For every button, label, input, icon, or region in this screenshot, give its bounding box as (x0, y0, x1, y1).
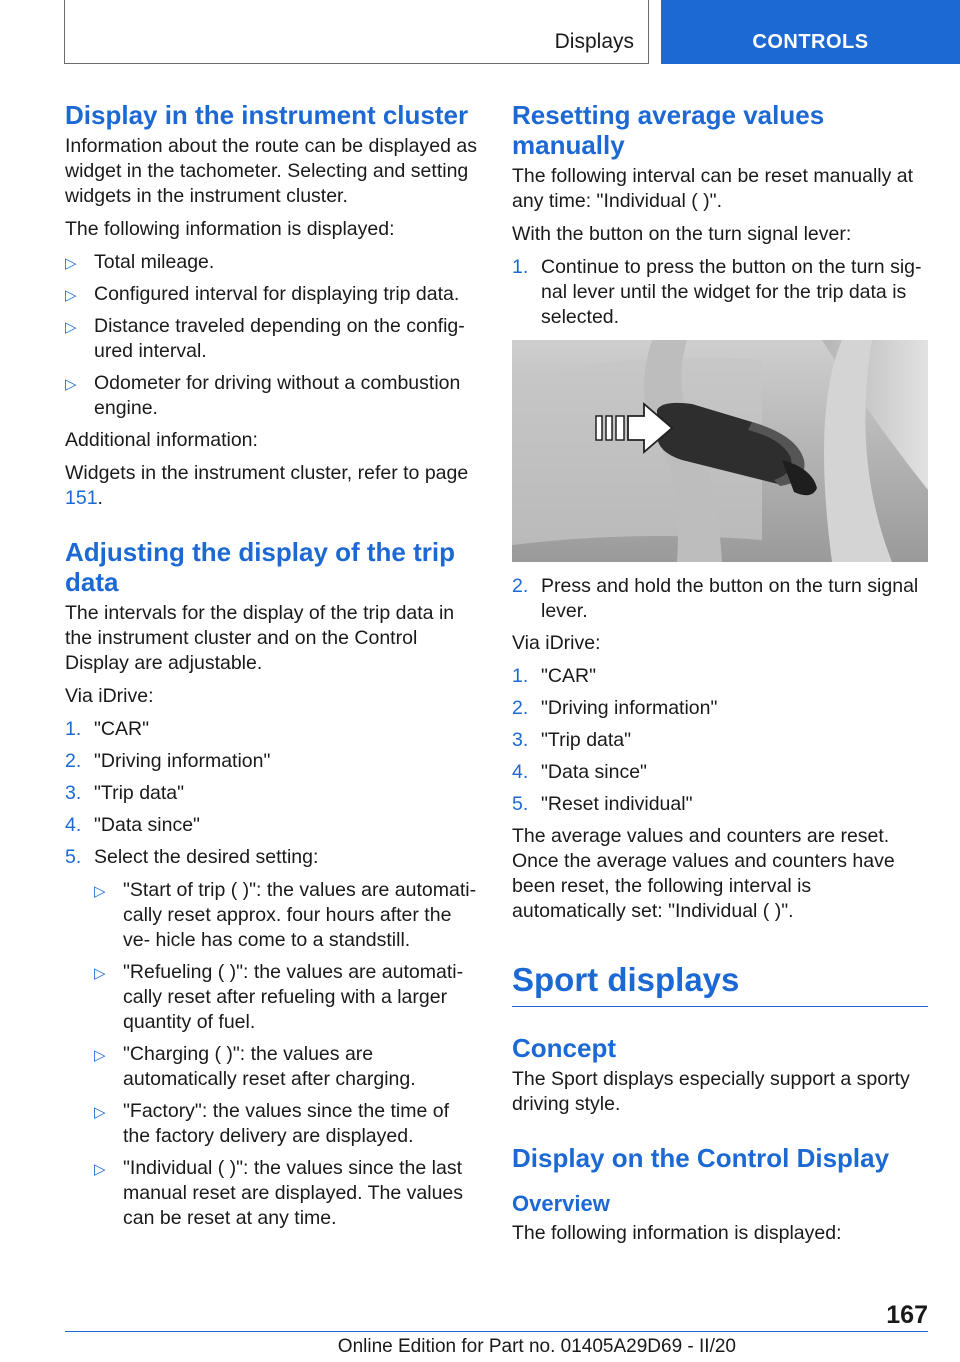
paragraph: The following interval can be reset manually at any time: "Individual ( )". (512, 165, 914, 212)
paragraph: Additional information: (65, 429, 258, 451)
list-item: 1. "CAR" (512, 665, 597, 687)
triangle-right-icon: ▷ (94, 1104, 106, 1121)
right-column (512, 100, 928, 1254)
paragraph-reference: Widgets in the instrument cluster, refer to page 151. (65, 462, 469, 509)
footer-edition: Online Edition for Part no. 01405A29D69 - II/20 (337, 1336, 736, 1357)
list-item: ▷ "Refueling ( )": the values are automati‐ cally reset after refueling with a larger quantity of fuel. (94, 961, 464, 1033)
header-section-title: Displays (554, 30, 634, 53)
triangle-right-icon: ▷ (65, 319, 77, 336)
turn-signal-lever-button-illustration (512, 340, 928, 562)
paragraph: Via iDrive: (65, 685, 154, 707)
heading-display-control-display: Display on the Control Display (512, 1143, 890, 1173)
left-column (65, 100, 480, 1238)
footer-divider (65, 1331, 928, 1332)
list-item: 1. Continue to press the button on the turn sig‐ nal lever until the widget for the trip data is selected. (512, 256, 922, 328)
triangle-right-icon: ▷ (94, 965, 106, 982)
paragraph: With the button on the turn signal lever: (512, 223, 852, 245)
triangle-right-icon: ▷ (94, 1047, 106, 1064)
list-item: ▷ Total mileage. (65, 250, 480, 275)
page-reference-link[interactable]: 151 (65, 487, 98, 509)
triangle-right-icon: ▷ (65, 255, 77, 272)
heading-adjusting-trip-data: Adjusting the display of the trip data (65, 537, 455, 597)
heading-resetting-average-values: Resetting average values manually (512, 100, 825, 160)
list-item: 2. "Driving information" (65, 750, 271, 772)
heading-concept: Concept (512, 1033, 616, 1063)
lever-steps-list (512, 255, 928, 330)
list-item: ▷ "Start of trip ( )": the values are automati‐ cally reset approx. four hours after the ve‐ hicle has come to a standstill. (94, 879, 477, 951)
paragraph: The following information is displayed: (65, 218, 395, 240)
header-box (64, 0, 649, 64)
heading-overview: Overview (512, 1191, 610, 1216)
heading-sport-displays: Sport displays (512, 960, 928, 1007)
triangle-right-icon: ▷ (65, 287, 77, 304)
lever-steps-list-continued (512, 574, 928, 624)
list-item: 5. Select the desired setting: ▷ "Start of trip ( )": the values are automati‐ cally reset approx. four hours after the ve‐ hicle has come to a standstill. ▷ "Refueling ( )": the values are automati‐ cally reset after refueling with a larger quantity of fuel. ▷ "Charging ( )": the values are automatically reset after charging. ▷ "Factory": the values since the time of the factory delivery are displayed. ▷ "Individual ( )": the values since the last manual reset are displayed. The values can be reset at any time. (65, 845, 480, 1231)
reset-steps-list (512, 664, 928, 817)
info-bullet-list (65, 250, 480, 421)
paragraph: The intervals for the display of the trip data in the instrument cluster and on the Control Display are adjustable. (65, 602, 455, 674)
list-item: 2. Press and hold the button on the turn signal lever. (512, 575, 919, 622)
paragraph: Information about the route can be displayed as widget in the tachometer. Selecting and setting widgets in the instrument cluster. (65, 135, 477, 207)
list-item: 1. "CAR" (65, 718, 150, 740)
list-item: ▷ "Charging ( )": the values are automatically reset after charging. (94, 1043, 416, 1090)
list-item: ▷ Distance traveled depending on the config‐ ured interval. (65, 315, 465, 362)
triangle-right-icon: ▷ (94, 1161, 106, 1178)
triangle-right-icon: ▷ (65, 376, 77, 393)
triangle-right-icon: ▷ (94, 883, 106, 900)
header-chapter-tab[interactable]: CONTROLS (661, 0, 960, 64)
paragraph: The following information is displayed: (512, 1222, 842, 1244)
paragraph: Via iDrive: (512, 632, 601, 654)
list-item: ▷ "Factory": the values since the time of the factory delivery are displayed. (94, 1100, 449, 1147)
paragraph: The average values and counters are reset. Once the average values and counters have been reset, the following interval is automatically set: "Individual ( )". (512, 825, 895, 922)
page-number: 167 (886, 1301, 928, 1329)
list-item: ▷ "Individual ( )": the values since the last manual reset are displayed. The values can be reset at any time. (94, 1157, 464, 1229)
heading-display-instrument-cluster: Display in the instrument cluster (65, 100, 469, 130)
settings-sub-list (94, 878, 480, 1231)
list-item: ▷ Configured interval for displaying trip data. (65, 282, 480, 307)
list-item: 5. "Reset individual" (512, 793, 693, 815)
list-item: 3. "Trip data" (512, 729, 632, 751)
list-item: ▷ Odometer for driving without a combustion engine. (65, 372, 461, 419)
idrive-steps-list (65, 717, 480, 1231)
list-item: 4. "Data since" (65, 814, 200, 836)
list-item: 3. "Trip data" (65, 782, 185, 804)
paragraph: The Sport displays especially support a sporty driving style. (512, 1068, 910, 1115)
list-item: 2. "Driving information" (512, 697, 718, 719)
list-item: 4. "Data since" (512, 761, 647, 783)
